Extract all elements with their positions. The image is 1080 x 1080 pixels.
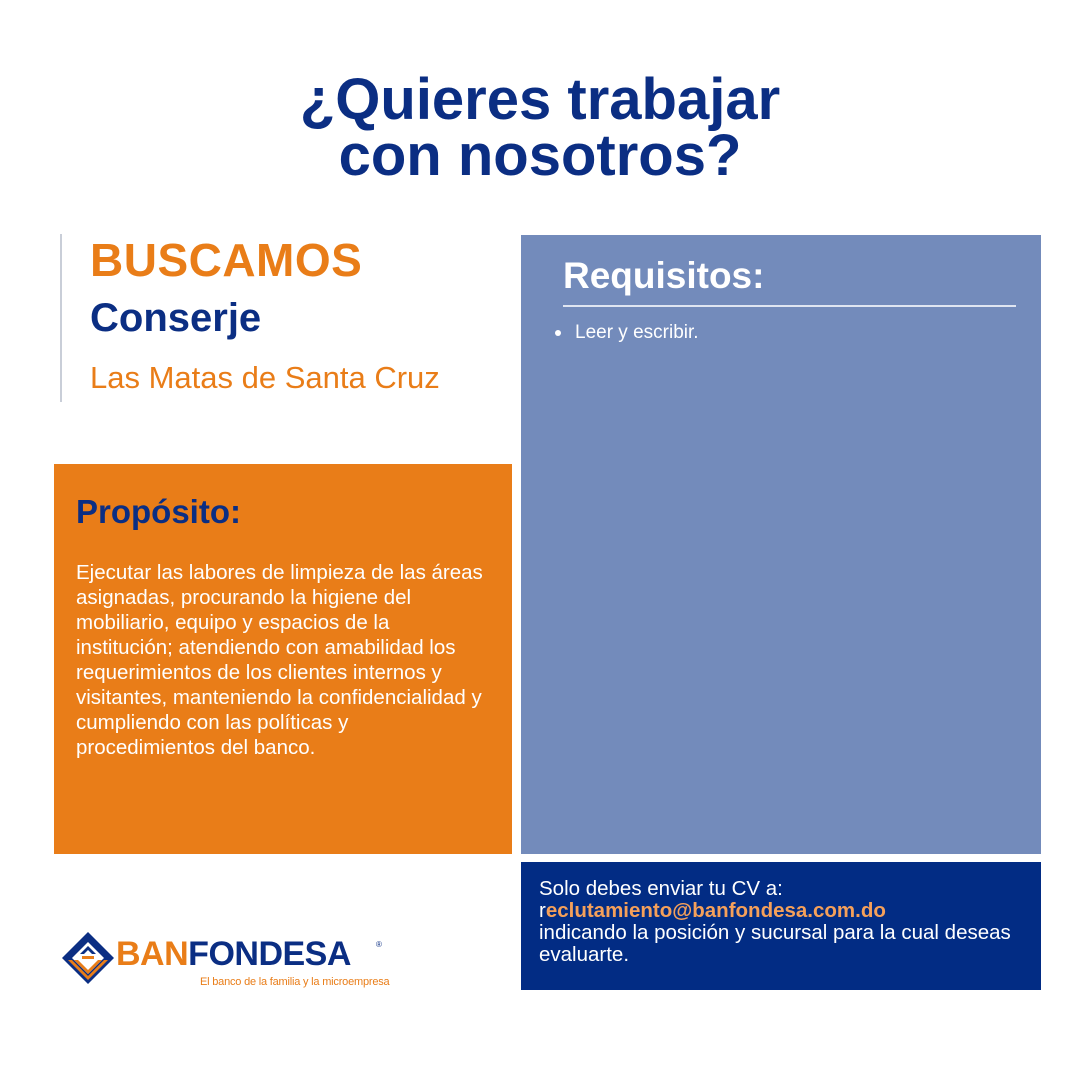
logo-tagline: El banco de la familia y la microempresa: [200, 976, 390, 988]
job-summary: [60, 234, 440, 402]
requirements-title: Requisitos:: [563, 255, 765, 296]
logo-wordmark: [116, 934, 351, 974]
page-headline: [0, 67, 1080, 188]
seeking-label: BUSCAMOS: [90, 234, 363, 286]
email-address: eclutamiento@banfondesa.com.do: [545, 899, 886, 922]
requirements-divider: [563, 305, 1016, 307]
requirement-item: [555, 321, 699, 345]
job-title: Conserje: [90, 296, 262, 340]
logo-wordmark-ban: BAN: [116, 935, 189, 973]
bullet-icon: [555, 330, 561, 336]
banfondesa-diamond-icon: [60, 930, 116, 986]
apply-instructions: [521, 862, 1041, 990]
headline-line-1: ¿Quieres trabajar: [299, 67, 781, 132]
banfondesa-logo: [60, 926, 390, 996]
job-location: Las Matas de Santa Cruz: [90, 360, 440, 395]
requirements-panel: [521, 235, 1041, 854]
purpose-title: Propósito:: [76, 493, 241, 530]
purpose-panel: [54, 464, 512, 854]
purpose-text: Ejecutar las labores de limpieza de las áreas asignadas, procurando la higiene del mobiliario, equipo y espacios de la institución; atendiendo con amabilidad los requerimientos de los clientes internos y visitantes, manteniendo la confidencialidad y cumpliendo con las políticas y procedimientos del banco.: [76, 561, 483, 759]
requirements-list: [555, 321, 699, 345]
apply-line-1: Solo debes enviar tu CV a:: [539, 877, 783, 900]
logo-wordmark-fondesa: FONDESA: [188, 935, 351, 973]
apply-email[interactable]: [539, 900, 1023, 922]
email-prefix: r: [539, 899, 546, 922]
requirement-text: Leer y escribir.: [575, 322, 699, 343]
registered-mark: ®: [376, 940, 382, 949]
headline-line-2: con nosotros?: [338, 123, 742, 188]
apply-line-3: indicando la posición y sucursal para la cual deseas evaluarte.: [539, 921, 1011, 966]
